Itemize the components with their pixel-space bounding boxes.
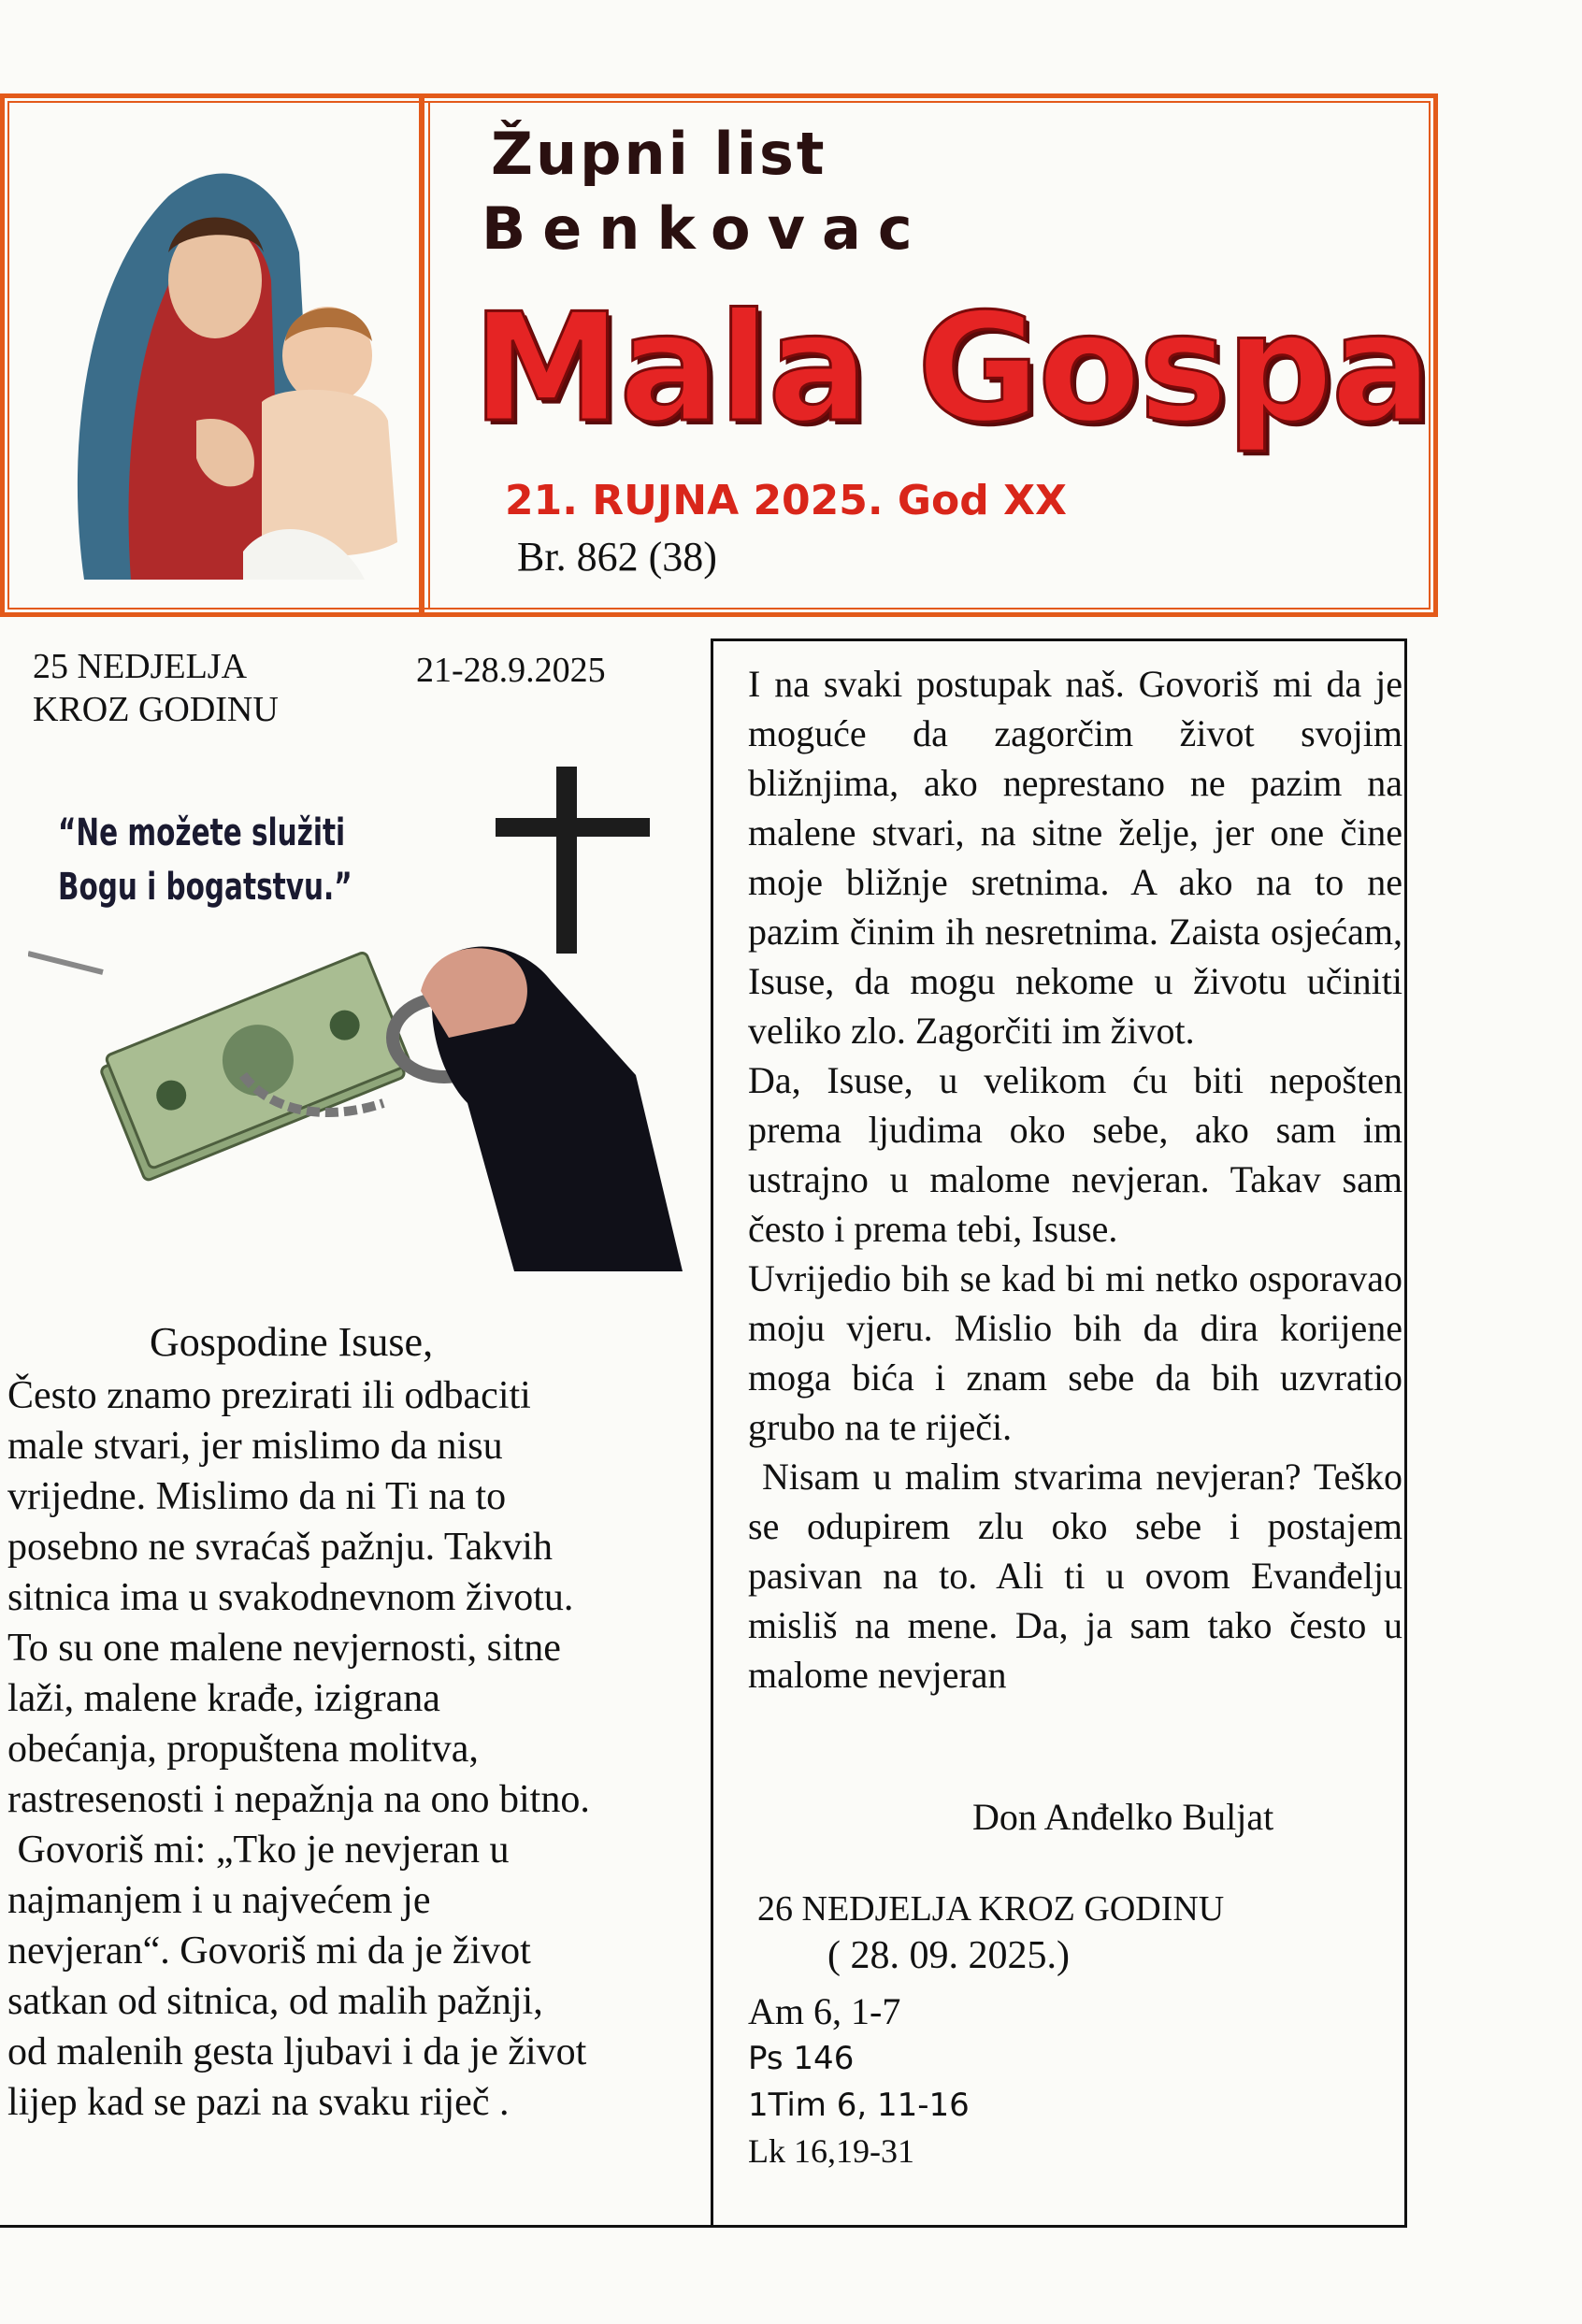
prayer-line: nevjeran“. Govoriš mi da je život [7, 1929, 531, 1973]
issue-date: 21. RUJNA 2025. God XX [505, 477, 1067, 524]
quote-line2: Bogu i bogatstvu.” [58, 866, 352, 909]
masthead-title: Mala Gospa [472, 280, 1431, 455]
reading-1: Am 6, 1-7 [748, 1990, 901, 2032]
prayer-line: obećanja, propuštena molitva, [7, 1728, 479, 1771]
prayer-line: To su one malene nevjernosti, sitne [7, 1627, 561, 1670]
reflection-paragraph: Da, Isuse, u velikom ću biti nepošten prema ljudima oko sebe, ako sam im ustrajno u malome nevjeran. Takav sam često i prema tebi, Isuse. [748, 1059, 1402, 1250]
masthead-divider-inner [428, 101, 430, 610]
right-column-side-rule [1404, 638, 1407, 2225]
right-column-top-rule [711, 638, 1407, 641]
author-signature: Don Anđelko Buljat [972, 1796, 1274, 1838]
column-divider [711, 638, 713, 2225]
prayer-line: rastresenosti i nepažnja na ono bitno. [7, 1778, 590, 1821]
reading-2: 1Tim 6, 11-16 [748, 2087, 970, 2124]
prayer-body [7, 1370, 704, 2128]
next-sunday-date: ( 28. 09. 2025.) [827, 1934, 1070, 1977]
prayer-line: posebno ne svraćaš pažnju. Takvih [7, 1526, 553, 1569]
prayer-line: od malenih gesta ljubavi i da je život [7, 2030, 587, 2073]
reading-gospel: Lk 16,19-31 [748, 2132, 914, 2170]
cross-icon [496, 767, 650, 954]
next-sunday-title: 26 NEDJELJA KROZ GODINU [757, 1889, 1225, 1929]
reflection-paragraph: Uvrijedio bih se kad bi mi netko osporavao moju vjeru. Mislio bih da dira korijene moga bića i znam sebe da bih uzvratio grubo na te riječi. [748, 1257, 1402, 1448]
gospel-quote [58, 806, 352, 914]
reflection-paragraph: I na svaki postupak naš. Govoriš mi da je moguće da zagorčim život svojim bližnjima, ako neprestano ne pazim na malene stvari, na sitne želje, jer one čine moje bližnje sretnima. A ako na to ne pazim činim ih nesretnima. Zaista osjećam, Isuse, da mogu nekome u životu učiniti veliko zlo. Zagorčiti im život. [748, 663, 1402, 1052]
prayer-heading: Gospodine Isuse, [150, 1319, 434, 1365]
reflection-text [748, 659, 1402, 1700]
reading-psalm: Ps 146 [748, 2040, 855, 2077]
prayer-line: male stvari, jer mislimo da nisu [7, 1425, 503, 1468]
prayer-line: satkan od sitnica, od malih pažnji, [7, 1980, 543, 2023]
quote-line1: “Ne možete služiti [58, 811, 346, 854]
reflection-paragraph: Nisam u malim stvarima nevjeran? Teško se odupirem zlu oko sebe i postajem pasivan na to. Ali ti u ovom Evanđelju misliš na mene. Da, ja sam tako često u malome nevjeran [748, 1456, 1402, 1696]
masthead-line2: Benkovac [482, 194, 929, 263]
week-title: 25 NEDJELJA KROZ GODINU [33, 647, 279, 729]
week-date: 21-28.9.2025 [416, 651, 606, 690]
issue-number: Br. 862 (38) [517, 534, 717, 580]
madonna-child-image [28, 140, 411, 580]
prayer-line: vrijedne. Mislimo da ni Ti na to [7, 1475, 507, 1518]
prayer-line: sitnica ima u svakodnevnom životu. [7, 1576, 574, 1619]
masthead-line1: Župni list [491, 120, 827, 188]
dollar-bills-icon [96, 952, 414, 1182]
prayer-line: lijep kad se pazi na svaku riječ . [7, 2081, 510, 2124]
prayer-line: Govoriš mi: „Tko je nevjeran u [7, 1829, 510, 1872]
prayer-line: laži, malene krađe, izigrana [7, 1677, 440, 1720]
prayer-line: najmanjem i u najvećem je [7, 1879, 431, 1922]
masthead-divider [419, 93, 424, 617]
prayer-line: Često znamo prezirati ili odbaciti [7, 1374, 531, 1417]
